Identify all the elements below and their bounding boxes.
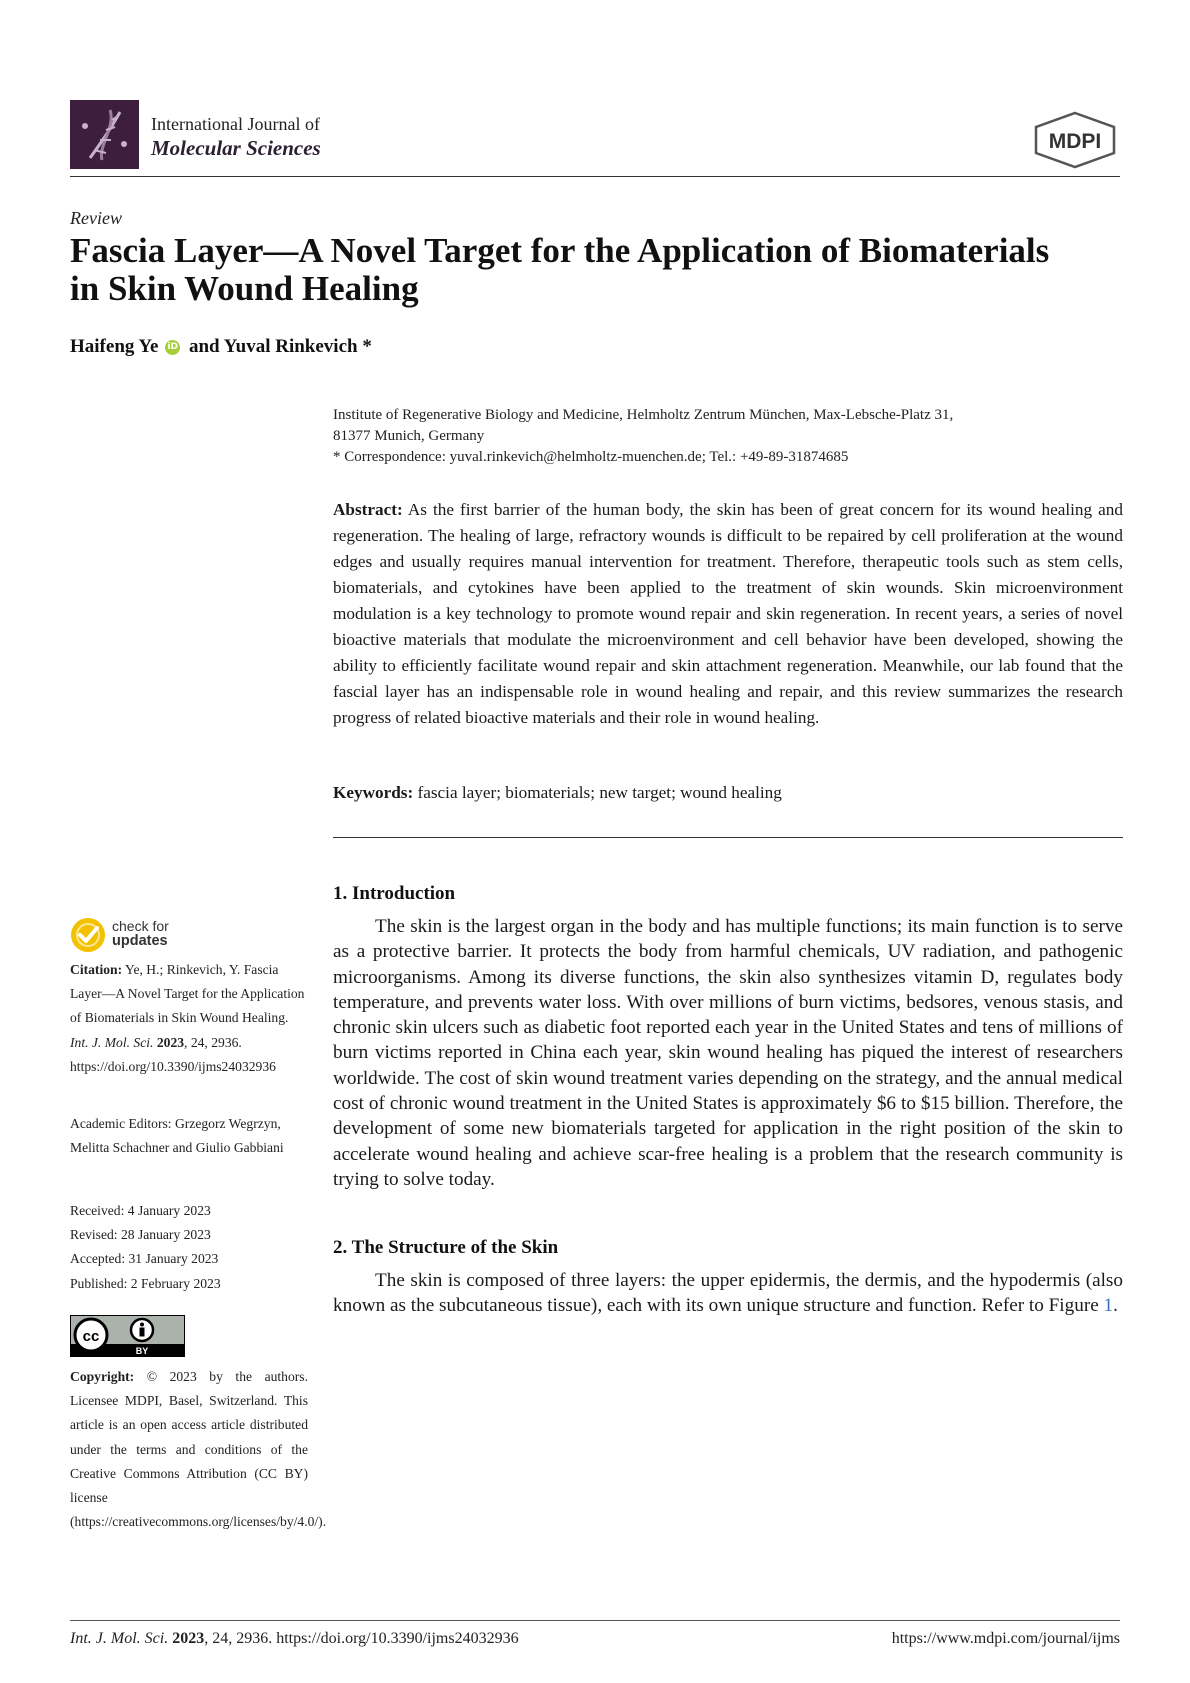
abstract-label: Abstract: — [333, 500, 403, 519]
keywords — [333, 780, 1123, 806]
author-name: Haifeng Ye — [70, 336, 159, 357]
abstract-text: As the first barrier of the human body, the skin has been of great concern for its wound healing and regeneration. The healing of large, refractory wounds is difficult to be repaired by cell proliferation at the wound edges and usually requires manual intervention for treatment. Therefore, therapeutic tools such as stem cells, biomaterials, and cytokines have been applied to the treatment of skin wounds. Skin microenvironment modulation is a key technology to promote wound repair and skin regeneration. In recent years, a series of novel bioactive materials that modulate the microenvironment and cell behavior have been developed, showing the ability to efficiently facilitate wound repair and skin attachment regeneration. Meanwhile, our lab found that the fascial layer has an indispensable role in wound healing and repair, and this review summarizes the research progress of related bioactive materials and their role in wound healing. — [333, 500, 1123, 727]
keywords-label: Keywords: — [333, 783, 414, 802]
check-updates-line1: check for — [112, 918, 169, 934]
abstract — [333, 497, 1123, 731]
check-updates-label — [112, 919, 169, 948]
mdpi-logo-text: MDPI — [1048, 130, 1102, 153]
affiliation-line: Institute of Regenerative Biology and Medicine, Helmholtz Zentrum München, Max-Lebsche-Platz 31, — [333, 407, 954, 423]
footer-journal-url[interactable]: https://www.mdpi.com/journal/ijms — [891, 1630, 1120, 1647]
date-received: Received: 4 January 2023 — [70, 1203, 211, 1218]
dna-helix-icon — [70, 100, 139, 169]
svg-text:cc: cc — [82, 1328, 100, 1345]
cc-by-license-badge[interactable] — [70, 1315, 185, 1357]
citation-journal: Int. J. Mol. Sci. — [70, 1034, 154, 1050]
section-heading-structure: 2. The Structure of the Skin — [333, 1237, 559, 1258]
header-divider — [70, 176, 1120, 177]
footer-doi[interactable]: , 24, 2936. https://doi.org/10.3390/ijms24032936 — [204, 1630, 519, 1647]
figure-1-link[interactable]: 1 — [1103, 1295, 1114, 1317]
section-heading-introduction: 1. Introduction — [333, 883, 456, 904]
mdpi-hexagon-icon — [1032, 111, 1118, 169]
journal-name — [151, 112, 321, 160]
affiliation-line: 81377 Munich, Germany — [333, 428, 485, 444]
footer-citation — [70, 1630, 519, 1648]
paragraph-text-end: . — [1113, 1295, 1118, 1317]
affiliation-block — [333, 405, 1123, 468]
date-revised: Revised: 28 January 2023 — [70, 1227, 211, 1243]
footer-divider — [70, 1620, 1120, 1621]
date-published: Published: 2 February 2023 — [70, 1275, 221, 1291]
correspondence-line: * Correspondence: yuval.rinkevich@helmholtz-muenchen.de; Tel.: +49-89-31874685 — [333, 449, 849, 465]
copyright-label: Copyright: — [70, 1369, 135, 1384]
copyright-notice — [70, 1365, 327, 1534]
footer-year: 2023 — [172, 1630, 205, 1647]
section-paragraph-structure — [333, 1268, 1123, 1319]
article-type: Review — [70, 208, 122, 228]
section-paragraph-introduction: The skin is the largest organ in the body and has multiple functions; its main function is to serve as a protective barrier. It protects the body from harmful chemicals, UV radiation, and pathogenic microorganisms. Among its diverse functions, the skin also synthesizes vitamin D, regulates body temperature, and prevents water loss. With over millions of burn victims, bedsores, venous stasis, and chronic skin ulcers such as diabetic foot reported each year in the United States and tens of millions of burn victims reported in China each year, skin wound healing has piqued the interest of researchers worldwide. The cost of skin wound treatment varies depending on the strategy, and the annual medical cost of chronic wound treatment in the United States is approximately $6 to $15 billion. Therefore, the development of some new biomaterials targeted for application in the right position of the skin to accelerate wound healing and achieve scar-free healing is a problem that the research community is trying to solve today. — [333, 916, 1123, 1190]
article-title: Fascia Layer—A Novel Target for the Application of Biomaterials in Skin Wound Healing — [70, 231, 1050, 308]
check-updates-icon — [70, 917, 106, 953]
citation-text: Ye, H.; Rinkevich, Y. Fascia Layer—A Novel Target for the Application of Biomaterials in Skin Wound Healing. — [70, 962, 305, 1026]
citation-doi[interactable]: , 24, 2936. https://doi.org/10.3390/ijms24032936 — [70, 1034, 276, 1074]
check-updates-line2: updates — [112, 933, 168, 949]
author-names-rest: and Yuval Rinkevich * — [188, 336, 372, 357]
cc-badge-by-text: BY — [135, 1346, 149, 1356]
citation-block — [70, 958, 308, 1079]
footer-journal-abbrev: Int. J. Mol. Sci. — [70, 1630, 169, 1647]
publication-dates — [70, 1199, 308, 1296]
orcid-icon[interactable]: iD — [165, 340, 180, 355]
copyright-text: © 2023 by the authors. Licensee MDPI, Basel, Switzerland. This article is an open access article distributed under the terms and conditions of the Creative Commons Attribution (CC BY) license (https://creativecommons.org/licenses/by/4.0/). — [70, 1369, 327, 1530]
date-accepted: Accepted: 31 January 2023 — [70, 1251, 219, 1267]
abstract-divider — [333, 837, 1123, 838]
journal-name-line2: Molecular Sciences — [151, 136, 321, 160]
paragraph-text: The skin is composed of three layers: the upper epidermis, the dermis, and the hypodermis (also known as the subcutaneous tissue), each with its own unique structure and function. Refer to Figure — [333, 1270, 1123, 1317]
citation-year: 2023 — [156, 1034, 185, 1050]
creative-commons-icon — [70, 1315, 185, 1357]
citation-label: Citation: — [70, 962, 123, 977]
keywords-text: fascia layer; biomaterials; new target; wound healing — [417, 783, 782, 802]
journal-name-line1: International Journal of — [151, 114, 320, 134]
mdpi-logo — [1032, 111, 1118, 169]
author-list — [70, 336, 372, 358]
journal-logo — [70, 100, 139, 169]
academic-editors: Academic Editors: Grzegorz Wegrzyn, Melitta Schachner and Giulio Gabbiani — [70, 1116, 284, 1156]
